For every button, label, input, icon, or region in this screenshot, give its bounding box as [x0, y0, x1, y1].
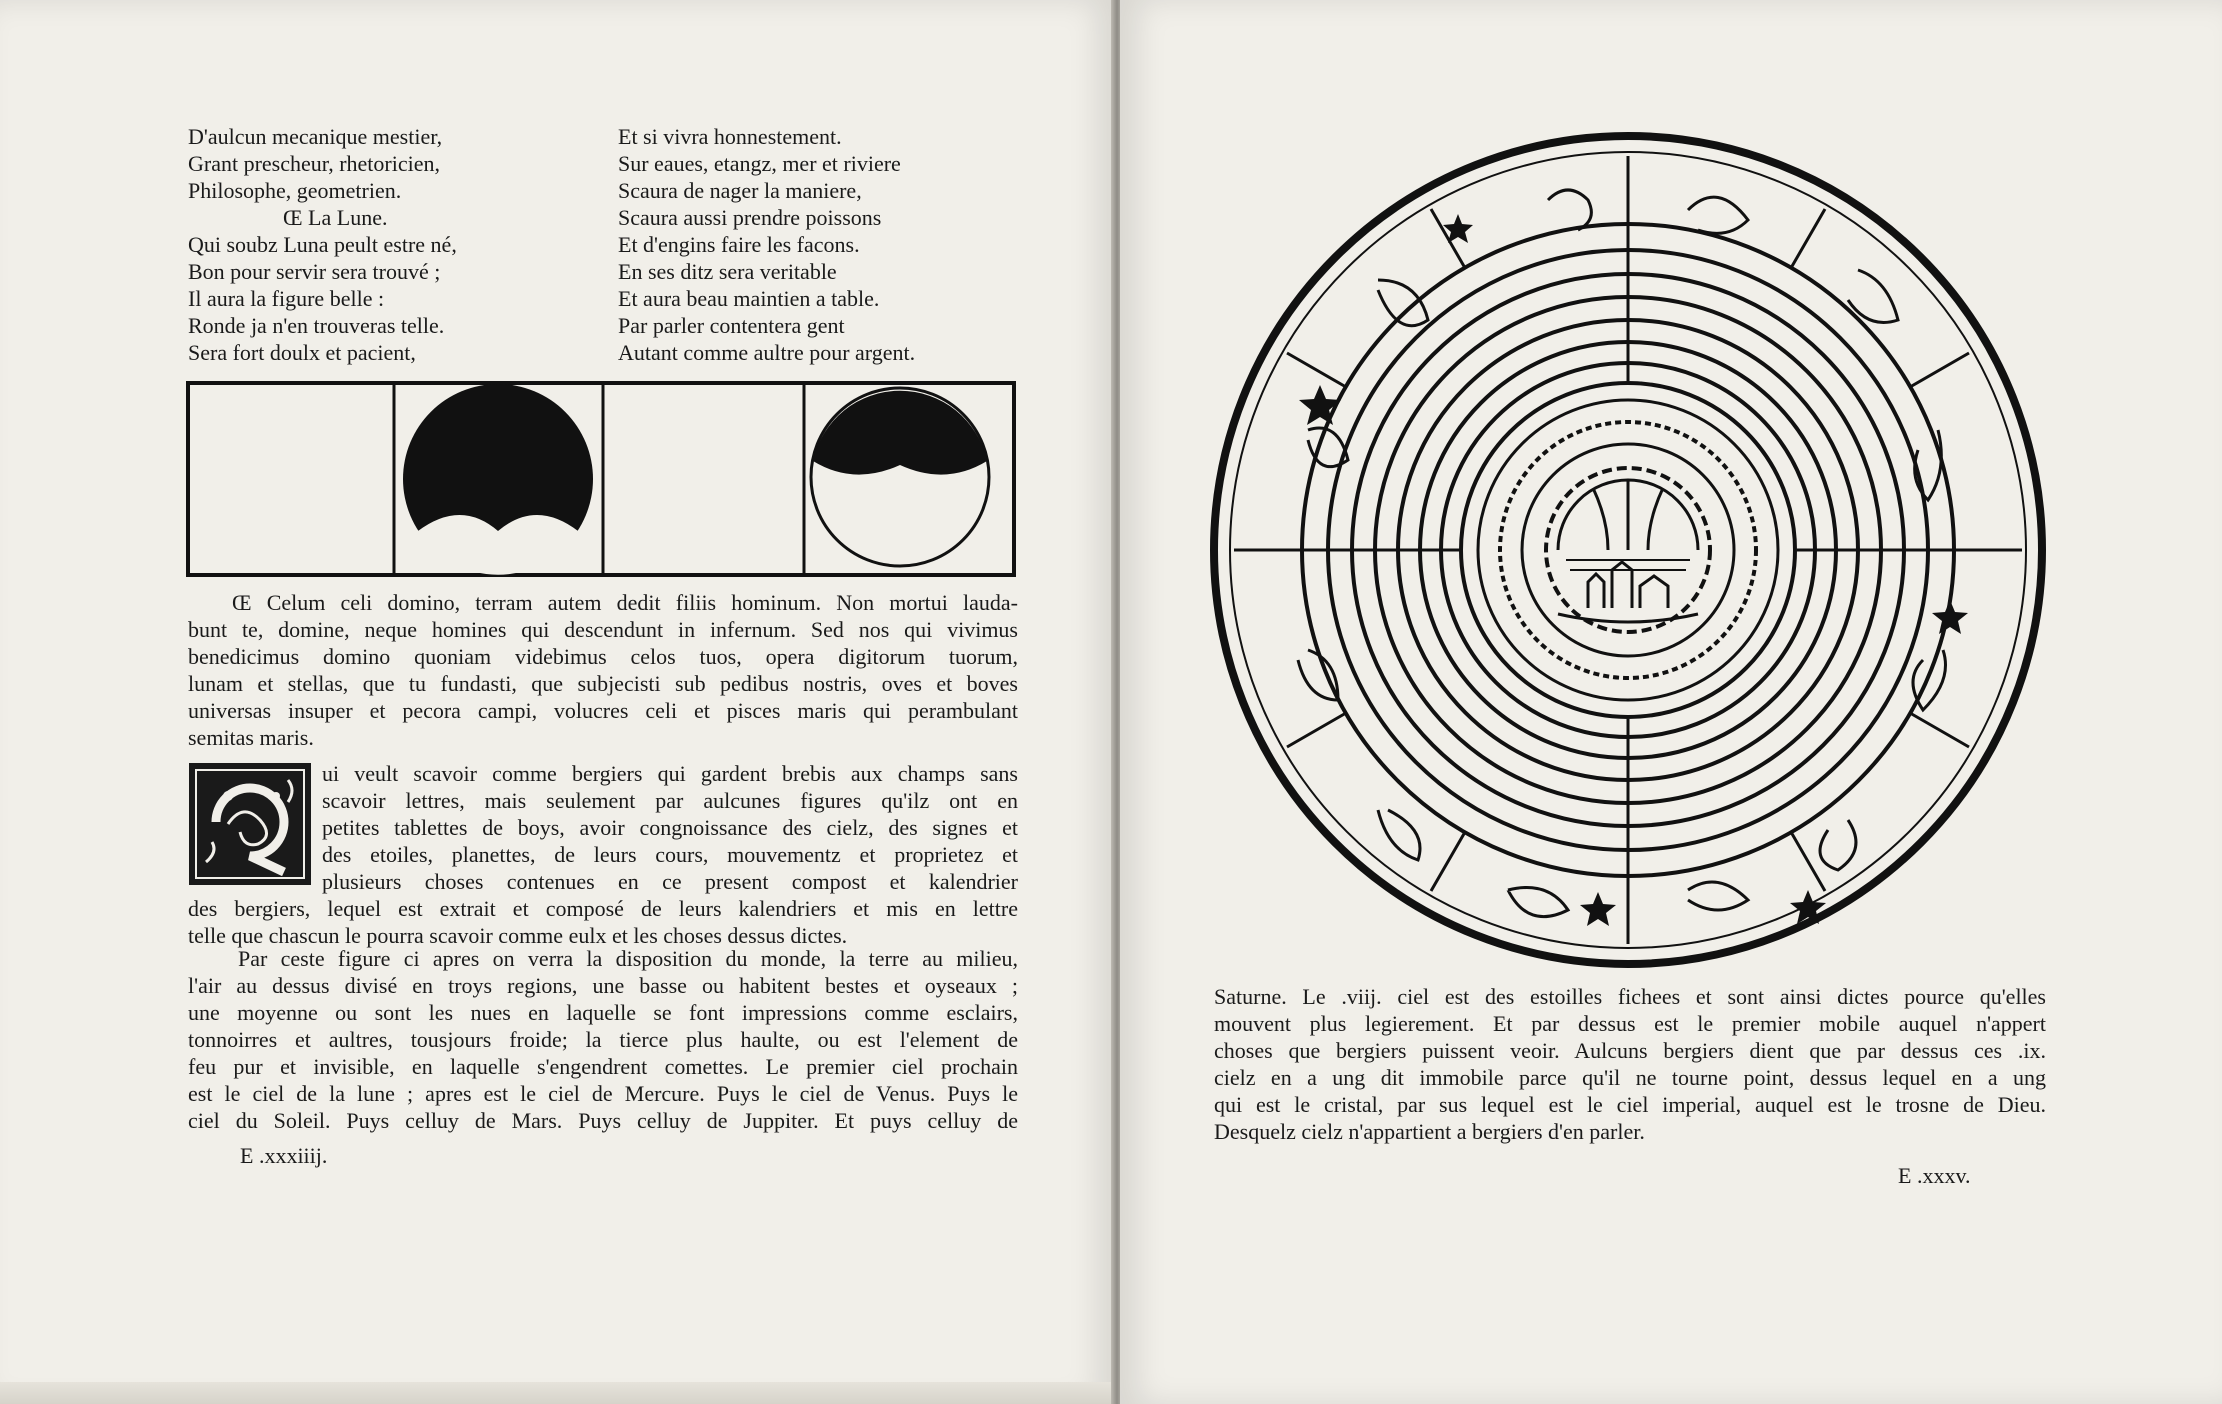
verse-line: Sur eaues, etangz, mer et riviere — [618, 151, 901, 176]
verse-line: Ronde ja n'en trouveras telle. — [188, 313, 445, 338]
cosmos-spheres-woodcut — [1208, 130, 2048, 970]
verse-line: Par parler contentera gent — [618, 313, 845, 338]
text-line: une moyenne ou sont les nues en laquelle se font impressions comme esclairs, — [188, 1000, 1018, 1025]
earth-and-elements — [1478, 400, 1778, 700]
verse-line: Et aura beau maintien a table. — [618, 286, 880, 311]
text-line: universas insuper et pecora campi, volucres celi et pisces maris qui perambulant — [188, 698, 1018, 723]
text-line: scavoir lettres, mais seulement par aulcunes figures qu'ilz ont en — [322, 788, 1018, 813]
text-line: l'air au dessus divisé en troys regions, une basse ou habitent bestes et oyseaux ; — [188, 973, 1018, 998]
waxing-moon-icon — [403, 384, 593, 575]
text-line: Par ceste figure ci apres on verra la disposition du monde, la terre au milieu, — [238, 946, 1018, 971]
verse-line: Et d'engins faire les facons. — [618, 232, 860, 257]
text-line: ui veult scavoir comme bergiers qui gardent brebis aux champs sans — [322, 761, 1018, 786]
verse-line: D'aulcun mecanique mestier, — [188, 124, 443, 149]
page-folio: E .xxxiiij. — [240, 1143, 328, 1168]
verse-column-left — [188, 123, 598, 366]
text-line: ciel du Soleil. Puys celluy de Mars. Puys celluy de Juppiter. Et puys celluy de — [188, 1108, 1018, 1133]
verse-line: Sera fort doulx et pacient, — [188, 340, 416, 365]
verse-line: Bon pour servir sera trouvé ; — [188, 259, 441, 284]
text-line: feu pur et invisible, en laquelle s'engendrent comettes. Le premier ciel prochain — [188, 1054, 1018, 1079]
text-line: semitas maris. — [188, 725, 314, 750]
text-line: bunt te, domine, neque homines qui descendunt in infernum. Sed nos qui vivimus — [188, 617, 1018, 642]
text-line: des bergiers, lequel est extrait et composé de leurs kalendriers et mis en lettre — [188, 896, 1018, 921]
text-line: plusieurs choses contenues en ce present compost et kalendrier — [322, 869, 1018, 894]
text-line: choses que bergiers puissent veoir. Aulcuns bergiers dient que par dessus ces .ix. — [1214, 1038, 2046, 1063]
verse-line: Philosophe, geometrien. — [188, 178, 402, 203]
verse-line: Il aura la figure belle : — [188, 286, 385, 311]
page-bottom-edge — [0, 1382, 1115, 1404]
world-figure-paragraph — [188, 945, 1018, 1134]
text-line: telle que chascun le pourra scavoir comme eulx et les choses dessus dictes. — [188, 923, 848, 948]
text-line: Œ Celum celi domino, terram autem dedit filiis hominum. Non mortui lauda- — [232, 590, 1018, 615]
text-line: Saturne. Le .viij. ciel est des estoilles fichees et sont ainsi dictes pource qu'elles — [1214, 984, 2046, 1009]
cosmos-caption-paragraph — [1214, 983, 2046, 1145]
text-line: Desquelz cielz n'appartient a bergiers d'en parler. — [1214, 1119, 1645, 1144]
verse-line: Scaura aussi prendre poissons — [618, 205, 882, 230]
text-line: petites tablettes de boys, avoir congnoissance des cielz, des signes et — [322, 815, 1018, 840]
page-folio: E .xxxv. — [1898, 1163, 1971, 1188]
text-line: lunam et stellas, que tu fundasti, que subjecisti sub pedibus nostris, oves et boves — [188, 671, 1018, 696]
verse-line: Autant comme aultre pour argent. — [618, 340, 916, 365]
text-line: qui est le cristal, par sus lequel est le ciel imperial, auquel est le trosne de Dieu. — [1214, 1092, 2046, 1117]
text-line: benedicimus domino quoniam videbimus celos tuos, opera digitorum tuorum, — [188, 644, 1018, 669]
latin-psalm-paragraph — [188, 589, 1018, 751]
text-line: tonnoirres et aultres, tousjours froide; la tierce plus haulte, ou est l'element de — [188, 1027, 1018, 1052]
verse-line: Grant prescheur, rhetoricien, — [188, 151, 441, 176]
moon-phase-woodcut — [186, 381, 1016, 577]
crescent-moon-icon — [811, 388, 989, 566]
right-page — [1120, 0, 2222, 1404]
section-heading-la-lune: Œ La Lune. — [283, 205, 388, 230]
verse-column-right — [618, 123, 1038, 366]
text-line: est le ciel de la lune ; apres est le ciel de Mercure. Puys le ciel de Venus. Puys le — [188, 1081, 1018, 1106]
verse-line: Qui soubz Luna peult estre né, — [188, 232, 457, 257]
text-line: cielz en a ung dit immobile parce qu'il ne tourne point, dessus lequel en a ung — [1214, 1065, 2046, 1090]
verse-line: En ses ditz sera veritable — [618, 259, 837, 284]
text-line: mouvent plus legierement. Et par dessus est le premier mobile auquel n'appert — [1214, 1011, 2046, 1036]
introduction-paragraph — [188, 760, 1018, 949]
verse-line: Scaura de nager la maniere, — [618, 178, 862, 203]
text-line: des etoiles, planettes, de leurs cours, mouvementz et proprietez et — [322, 842, 1018, 867]
verse-line: Et si vivra honnestement. — [618, 124, 842, 149]
